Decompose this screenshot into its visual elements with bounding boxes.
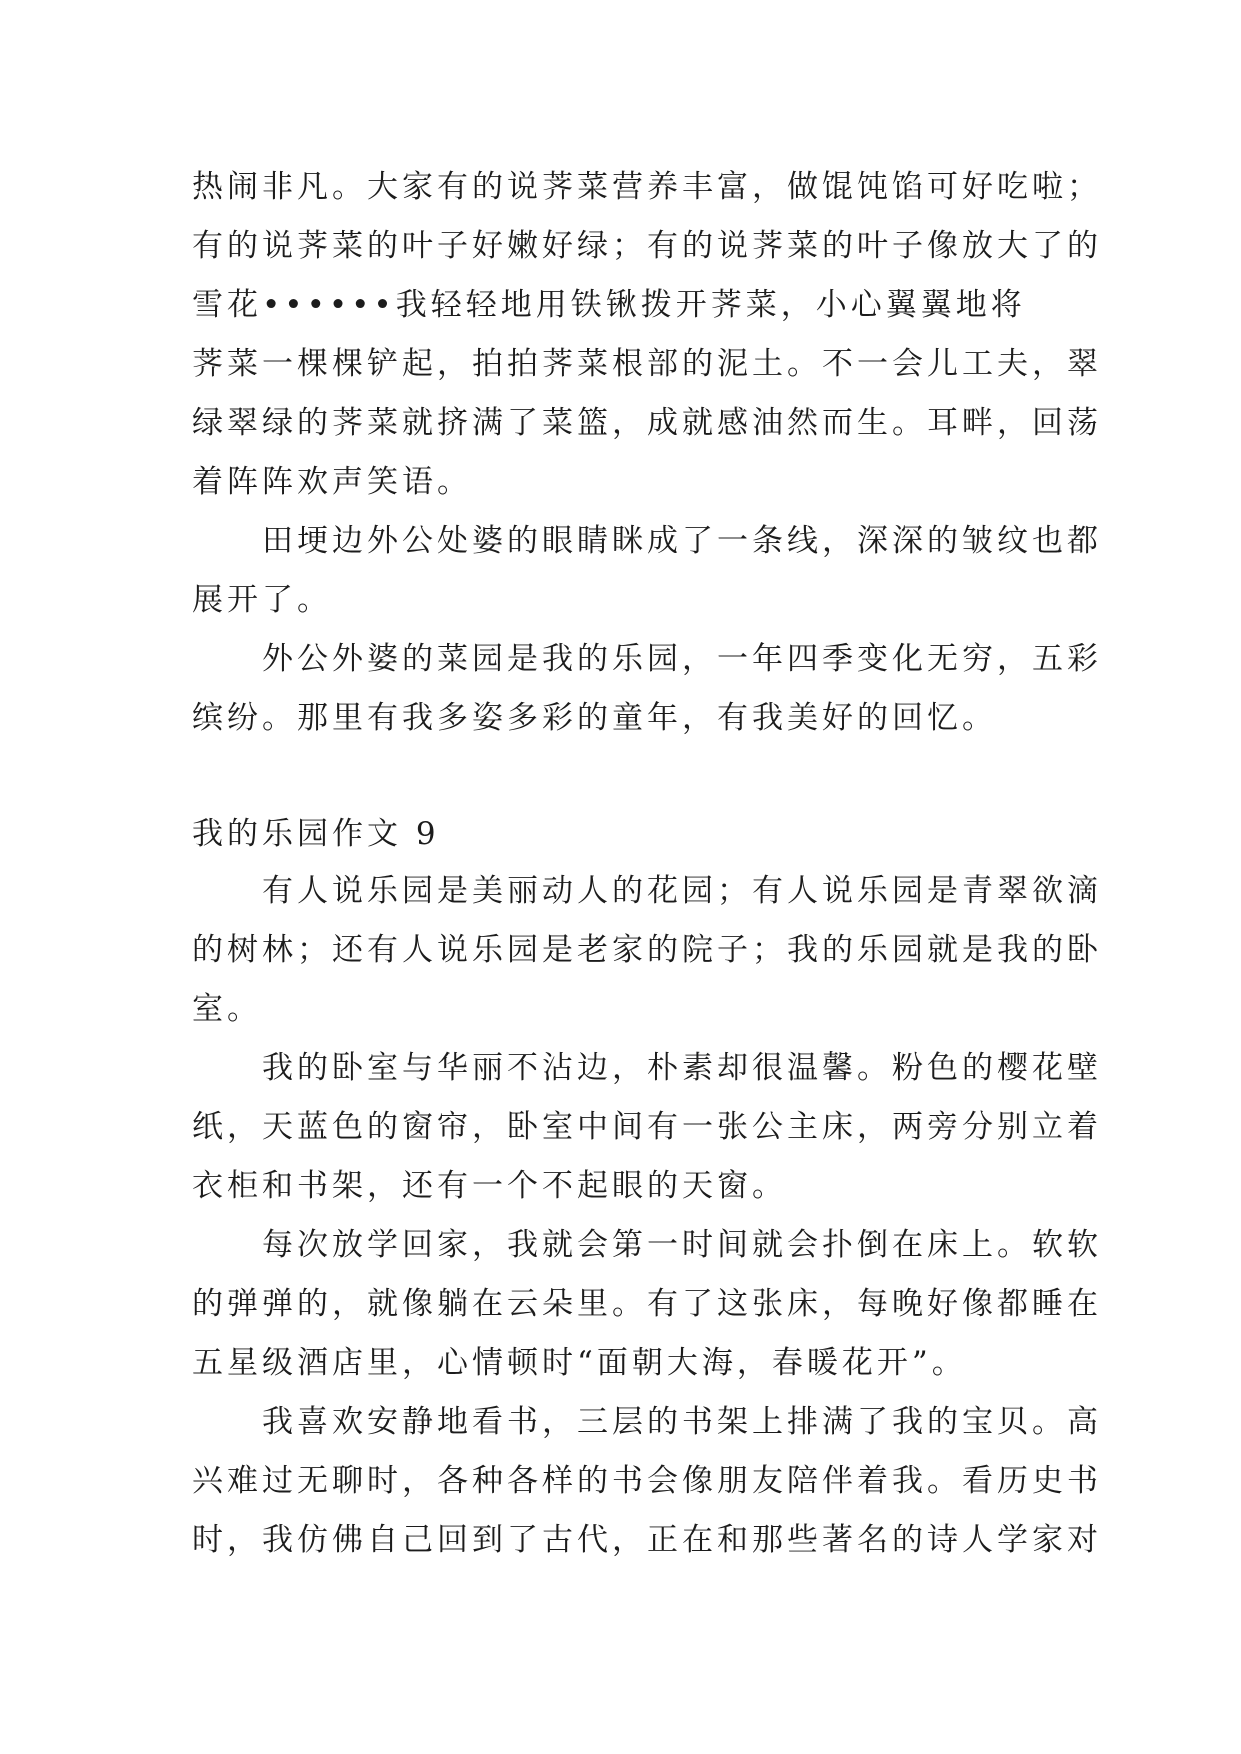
document-body xyxy=(192,158,1102,1570)
paragraph-gap xyxy=(192,748,1052,807)
text-line: 兴难过无聊时，各种各样的书会像朋友陪伴着我。看历史书 xyxy=(192,1463,1102,1499)
text-line: 有的说荠菜的叶子好嫩好绿；有的说荠菜的叶子像放大了的 xyxy=(192,228,1102,264)
text-line: 缤纷。那里有我多姿多彩的童年，有我美好的回忆。 xyxy=(192,700,997,736)
section-title: 我的乐园作文 9 xyxy=(192,816,440,852)
text-line: 雪花••••••我轻轻地用铁锹拨开荠菜，小心翼翼地将 xyxy=(192,287,1026,323)
text-line: 时，我仿佛自己回到了古代，正在和那些著名的诗人学家对 xyxy=(192,1522,1102,1558)
text-line: 每次放学回家，我就会第一时间就会扑倒在床上。软软 xyxy=(192,1227,1102,1263)
text-line: 绿翠绿的荠菜就挤满了菜篮，成就感油然而生。耳畔，回荡 xyxy=(192,405,1102,441)
text-line: 田埂边外公处婆的眼睛眯成了一条线，深深的皱纹也都 xyxy=(192,523,1102,559)
text-line: 荠菜一棵棵铲起，拍拍荠菜根部的泥土。不一会儿工夫，翠 xyxy=(192,346,1102,382)
text-line: 我喜欢安静地看书，三层的书架上排满了我的宝贝。高 xyxy=(192,1404,1102,1440)
text-line: 展开了。 xyxy=(192,582,332,618)
text-line: 我的卧室与华丽不沾边，朴素却很温馨。粉色的樱花壁 xyxy=(192,1050,1102,1086)
text-line: 热闹非凡。大家有的说荠菜营养丰富，做馄饨馅可好吃啦； xyxy=(192,169,1102,205)
text-line: 的弹弹的，就像躺在云朵里。有了这张床，每晚好像都睡在 xyxy=(192,1286,1102,1322)
text-line: 纸，天蓝色的窗帘，卧室中间有一张公主床，两旁分别立着 xyxy=(192,1109,1102,1145)
text-line: 着阵阵欢声笑语。 xyxy=(192,464,472,500)
text-line: 的树林；还有人说乐园是老家的院子；我的乐园就是我的卧 xyxy=(192,932,1102,968)
text-line: 外公外婆的菜园是我的乐园，一年四季变化无穷，五彩 xyxy=(192,641,1102,677)
text-line: 衣柜和书架，还有一个不起眼的天窗。 xyxy=(192,1168,787,1204)
text-line: 五星级酒店里，心情顿时“面朝大海，春暖花开”。 xyxy=(192,1345,967,1381)
text-line: 室。 xyxy=(192,991,262,1027)
text-line: 有人说乐园是美丽动人的花园；有人说乐园是青翠欲滴 xyxy=(192,873,1102,909)
